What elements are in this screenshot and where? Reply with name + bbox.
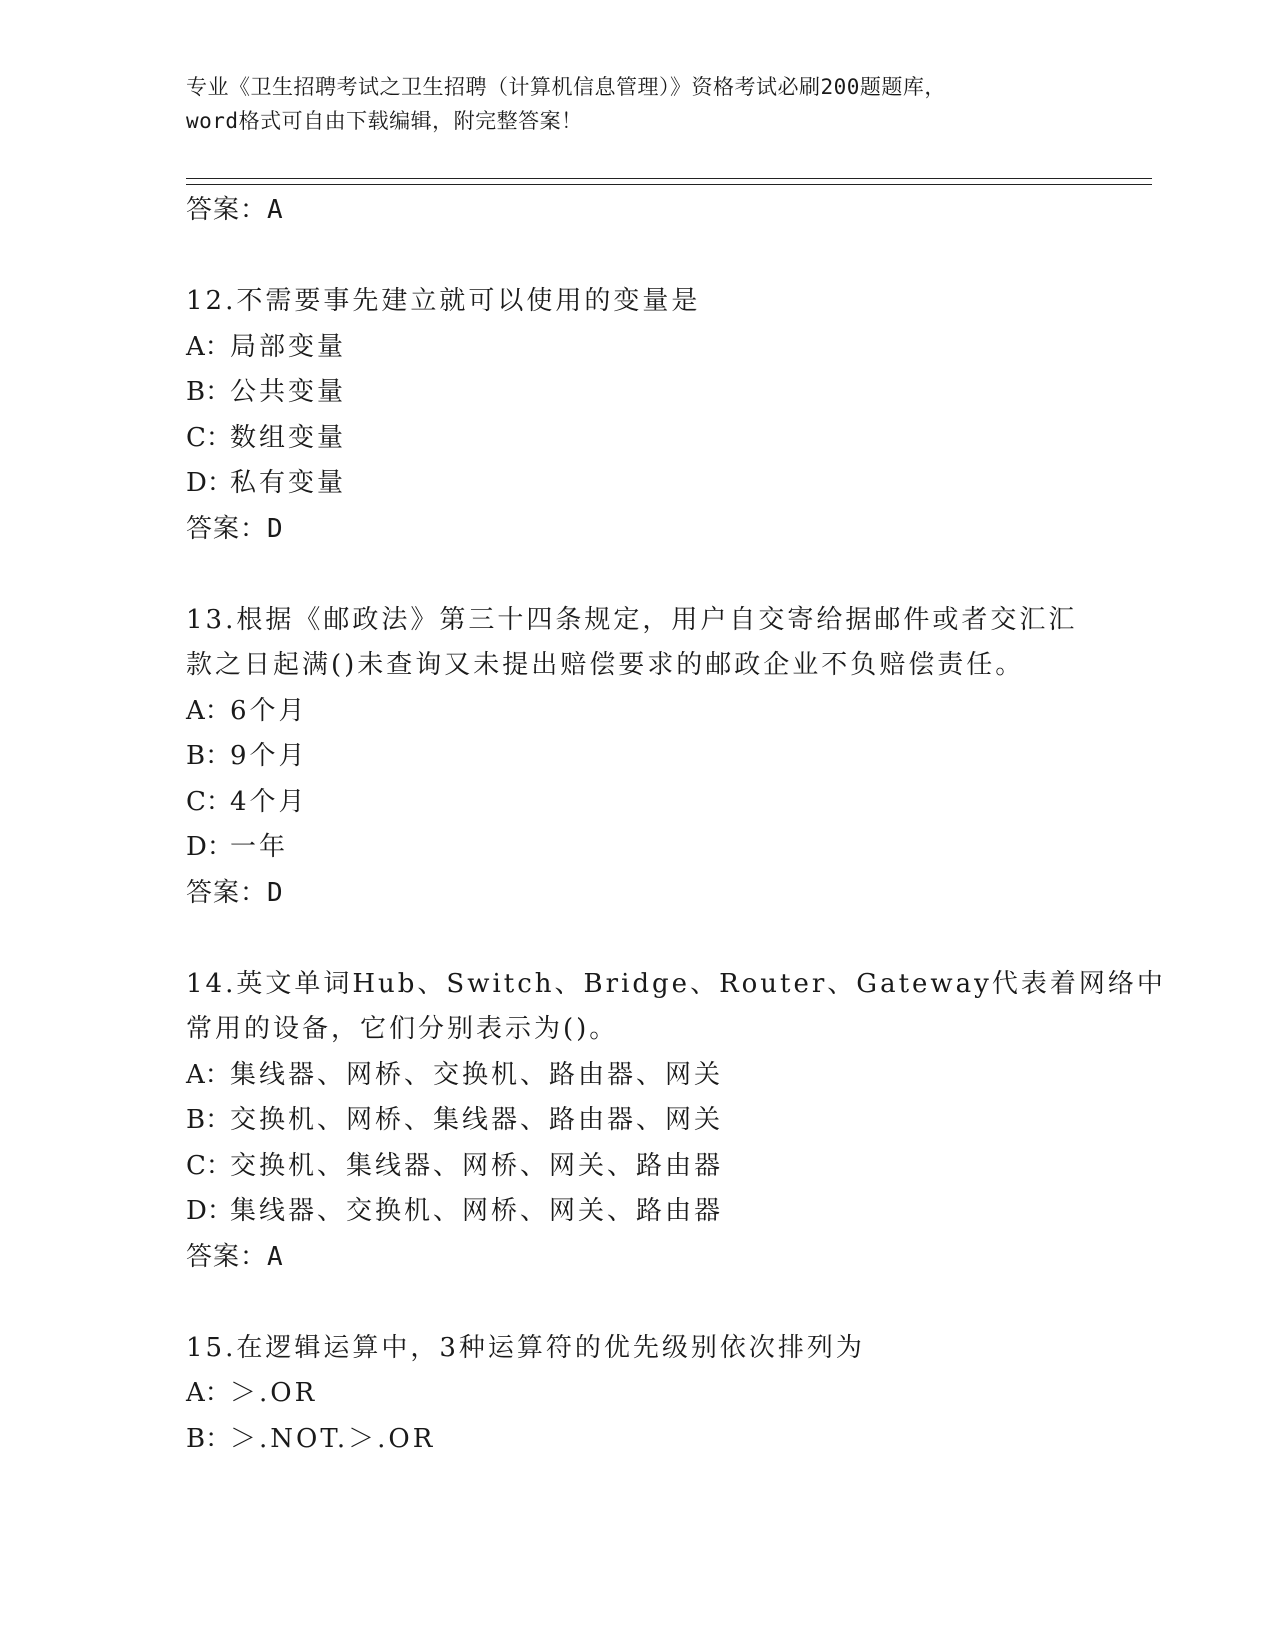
option-text: 集线器、网桥、交换机、路由器、网关 bbox=[230, 1059, 724, 1090]
option-d bbox=[186, 461, 1116, 507]
option-text: 9个月 bbox=[230, 741, 308, 771]
option-text: 交换机、集线器、网桥、网关、路由器 bbox=[230, 1150, 724, 1181]
option-key: C： bbox=[186, 1150, 232, 1181]
question-14 bbox=[186, 962, 1166, 1281]
option-key: B： bbox=[186, 1105, 232, 1135]
document-header bbox=[186, 70, 1086, 138]
question-stem: 15.在逻辑运算中，3种运算符的优先级别依次排列为 bbox=[186, 1332, 865, 1363]
option-key: D： bbox=[186, 832, 233, 862]
question-stem: 13.根据《邮政法》第三十四条规定，用户自交寄给据邮件或者交汇汇 bbox=[186, 604, 1078, 635]
question-stem: 14.英文单词Hub、Switch、Bridge、Router、Gateway代表着网络中 bbox=[186, 968, 1166, 999]
spacer bbox=[186, 234, 1116, 280]
option-key: D： bbox=[186, 1196, 233, 1226]
question-stem: 12.不需要事先建立就可以使用的变量是 bbox=[186, 286, 701, 316]
option-key: A： bbox=[186, 1378, 231, 1408]
option-b bbox=[186, 734, 1116, 780]
option-key: A： bbox=[186, 695, 231, 726]
option-text: 4个月 bbox=[230, 786, 308, 817]
question-12 bbox=[186, 279, 1116, 552]
option-text: 交换机、网桥、集线器、路由器、网关 bbox=[230, 1105, 724, 1135]
option-key: B： bbox=[186, 1423, 232, 1454]
question-stem-continued: 款之日起满()未查询又未提出赔偿要求的邮政企业不负赔偿责任。 bbox=[186, 650, 1025, 680]
option-c bbox=[186, 416, 1116, 462]
option-key: A： bbox=[186, 331, 231, 362]
option-key: C： bbox=[186, 786, 232, 817]
header-line-2: word格式可自由下载编辑，附完整答案！ bbox=[186, 109, 583, 133]
option-text: 公共变量 bbox=[230, 377, 347, 407]
option-a bbox=[186, 1053, 1116, 1099]
option-c bbox=[186, 780, 1116, 826]
option-text: 私有变量 bbox=[230, 468, 347, 498]
answer: 答案：D bbox=[186, 513, 284, 544]
option-text: 集线器、交换机、网桥、网关、路由器 bbox=[230, 1196, 724, 1226]
option-key: D： bbox=[186, 468, 233, 498]
spacer bbox=[186, 1280, 1116, 1326]
option-a bbox=[186, 1371, 1116, 1417]
option-key: B： bbox=[186, 377, 232, 407]
question-stem-continued: 常用的设备，它们分别表示为()。 bbox=[186, 1014, 619, 1044]
option-key: A： bbox=[186, 1059, 231, 1090]
header-divider-bottom bbox=[186, 184, 1152, 185]
option-text: ＞.NOT.＞.OR bbox=[230, 1423, 436, 1454]
option-a bbox=[186, 325, 1116, 371]
previous-answer: 答案：A bbox=[186, 195, 284, 225]
option-d bbox=[186, 825, 1116, 871]
spacer bbox=[186, 552, 1116, 598]
option-a bbox=[186, 689, 1116, 735]
question-13 bbox=[186, 598, 1116, 917]
option-d bbox=[186, 1189, 1116, 1235]
option-text: ＞.OR bbox=[230, 1378, 318, 1408]
option-b bbox=[186, 1098, 1116, 1144]
question-list bbox=[186, 188, 1166, 1462]
option-b bbox=[186, 370, 1116, 416]
question-15 bbox=[186, 1326, 1116, 1463]
spacer bbox=[186, 916, 1116, 962]
option-key: C： bbox=[186, 422, 232, 453]
option-b bbox=[186, 1417, 1116, 1463]
header-divider-top bbox=[186, 178, 1152, 179]
option-key: B： bbox=[186, 741, 232, 771]
option-text: 局部变量 bbox=[230, 331, 347, 362]
answer: 答案：A bbox=[186, 1241, 284, 1272]
header-line-1: 专业《卫生招聘考试之卫生招聘（计算机信息管理）》资格考试必刷200题题库， bbox=[186, 75, 946, 99]
answer: 答案：D bbox=[186, 877, 284, 908]
option-c bbox=[186, 1144, 1116, 1190]
option-text: 数组变量 bbox=[230, 422, 347, 453]
option-text: 6个月 bbox=[230, 695, 308, 726]
option-text: 一年 bbox=[230, 832, 289, 862]
